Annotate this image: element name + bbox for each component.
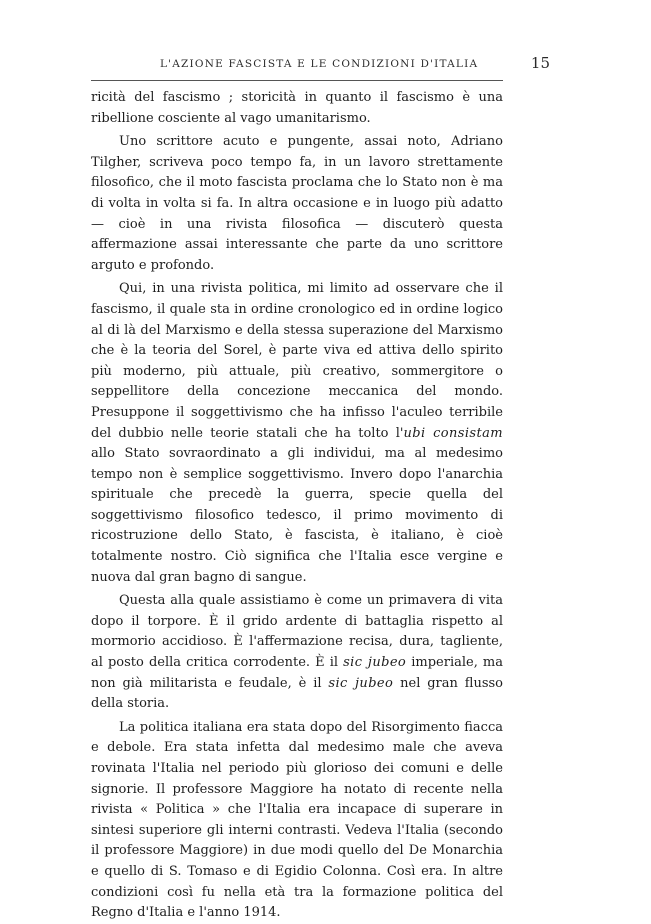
paragraph-text: Uno scrittore acuto e pungente, assai noto, Adriano Tilgher, scriveva poco tempo fa, in un lavoro strettamente filosofico, che il moto fascista proclama che lo Stato non è ma di volta in volta si fa. In altra occasione e in luogo più adatto — cioè in una rivista filosofica — discuterò questa affermazione assai interessante che parte da uno scrittore arguto e profondo. <box>91 134 503 273</box>
paragraph-text: La politica italiana era stata dopo del Risorgimento fiacca e debole. Era stata infetta dal medesimo male che aveva rovinata l'Italia nel periodo più glorioso dei comuni e delle signorie. Il professore Maggiore ha notato di recente nella rivista « Politica » che l'Italia era incapace di superare in sintesi superiore gli interni contrasti. Vedeva l'Italia (secondo il professore Maggiore) in due modi quello del De Monarchia e quello di S. Tomaso e di Egidio Colonna. Così era. In altre condizioni così fu nella età tra la formazione politica del Regno d'Italia e l'anno 1914. <box>91 719 503 921</box>
paragraph-continuation <box>91 88 503 129</box>
running-head <box>90 54 550 76</box>
latin-phrase: sic jubeo <box>328 675 394 691</box>
body-text <box>91 88 503 924</box>
running-title: L'AZIONE FASCISTA E LE CONDIZIONI D'ITALIA <box>160 58 479 70</box>
paragraph-tilgher <box>91 132 503 276</box>
paragraph-text: nel gran flusso della storia. <box>91 675 503 712</box>
paragraph-text: ricità del fascismo ; storicità in quanto il fascismo è una ribellione cosciente al vago umanitarismo. <box>91 90 503 126</box>
paragraph-text: imperiale, ma non già militarista e feudale, è il <box>91 655 504 691</box>
paragraph-text: Qui, in una rivista politica, mi limito ad osservare che il fascismo, il quale sta in ordine cronologico ed in ordine logico al di là del Marxismo e della stessa superazione del Marxismo che è la teoria del Sorel, è parte viva ed attiva dello spirito più moderno, più attuale, più creativo, sommergitore o seppellitore della concezione meccanica del mondo. Presuppone il soggettivismo che ha infisso l'aculeo terribile del dubbio nelle teorie statali che ha tolto l' <box>91 281 503 441</box>
paragraph-text: allo Stato sovraordinato a gli individui, ma al medesimo tempo non è semplice soggettivismo. Invero dopo l'anarchia spirituale che precedè la guerra, specie quella del soggettivismo filosofico tedesco, il primo movimento di ricostruzione dello Stato, è fascista, è italiano, è cioè totalmente nostro. Ciò significa che l'Italia esce vergine e nuova dal gran bagno di sangue. <box>91 446 503 585</box>
header-rule <box>91 80 503 81</box>
page-number: 15 <box>530 54 550 72</box>
paragraph-rivista-politica <box>91 279 503 588</box>
latin-phrase: sic jubeo <box>343 655 407 671</box>
latin-phrase: ubi consistam <box>403 425 503 441</box>
paragraph-primavera <box>91 591 503 715</box>
paragraph-text: Questa alla quale assistiamo è come un primavera di vita dopo il torpore. È il grido ardente di battaglia rispetto al mormorio accidioso. È l'affermazione recisa, dura, tagliente, al posto della critica corrodente. È il <box>91 593 503 671</box>
paragraph-politica-italiana <box>91 718 503 924</box>
